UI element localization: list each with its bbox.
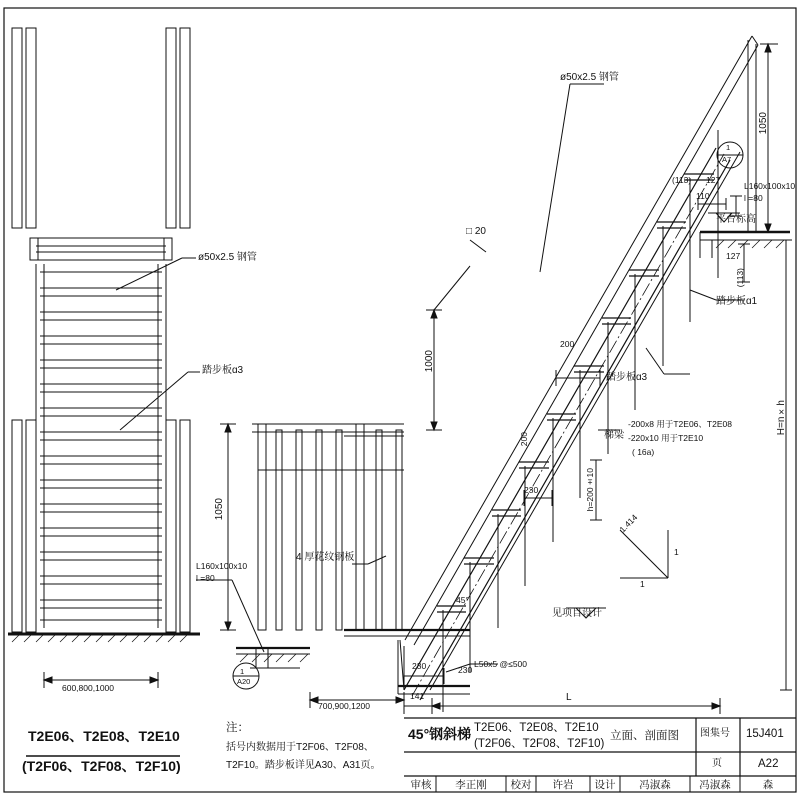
main-title-angle: 45°钢斜梯 <box>408 726 472 742</box>
annotation-weld-note: L50x5 @≤500 <box>474 659 527 669</box>
annotation-plate: 4 厚花纹钢板 <box>296 552 355 563</box>
dim-1050-left: 1050 <box>214 498 225 521</box>
annotation-platform-elevation: 平台标高 <box>716 214 756 225</box>
main-title-models-line2: (T2F06、T2F08、T2F10) <box>474 738 605 750</box>
main-title-views: 立面、剖面图 <box>610 730 679 742</box>
annotation-stringer-spec2: -220x10 用于T2E10 <box>628 433 704 443</box>
dim-127-b: 127 <box>726 251 741 261</box>
slope-horizontal: 1 <box>640 579 645 589</box>
dim-1050-right: 1050 <box>758 112 769 135</box>
dim-1000: 1000 <box>424 350 435 373</box>
annotation-project-note: 见项目设计 <box>552 608 602 619</box>
signature-extra-1: 森 <box>762 778 774 791</box>
angle-45: 45° <box>456 595 469 605</box>
annotation-angle-right: L160x100x10 <box>744 181 796 191</box>
dim-230-bottom: 230 <box>458 665 473 675</box>
signature-name-0: 李正刚 <box>455 778 487 791</box>
detail-bubble-1-bot: A7 <box>722 155 732 164</box>
annotation-pipe-top: ø50x2.5 钢管 <box>560 72 619 83</box>
dim-h-label: 200 <box>519 432 529 447</box>
signature-name-1: 许岩 <box>552 778 574 791</box>
annotation-stringer-spec1: -200x8 用于T2E06、T2E08 <box>628 419 732 429</box>
dim-base-mid: 700,900,1200 <box>318 701 370 711</box>
signature-role-0: 审核 <box>410 778 432 791</box>
dim-riser: h=200±10 <box>585 468 595 512</box>
signature-name-2: 冯淑森 <box>639 778 671 791</box>
annotation-stringer-label: 梯梁 <box>604 430 624 441</box>
annotation-stringer-spec3: ( 16a) <box>632 447 655 457</box>
detail-bubble-2-top: 1 <box>240 667 245 676</box>
dim-230-mid: 230 <box>524 485 539 495</box>
dim-127-a: 127 <box>706 175 721 185</box>
main-title-models-line1: T2E06、T2E08、T2E10 <box>474 722 599 734</box>
notes-header: 注： <box>226 722 249 734</box>
slope-vertical: 1 <box>674 547 679 557</box>
left-view-title-line1: T2E06、T2E08、T2E10 <box>28 728 180 744</box>
dim-110: 110 <box>696 191 710 201</box>
slope-hypotenuse: 1.414 <box>617 512 640 535</box>
annotation-angle-left: L160x100x10 <box>196 561 248 571</box>
atlas-number: 15J401 <box>746 728 784 740</box>
left-view-title-line2: (T2F06、T2F08、T2F10) <box>22 758 181 774</box>
annotation-pipe-left: ø50x2.5 钢管 <box>198 252 257 263</box>
detail-bubble-1-top: 1 <box>726 143 731 152</box>
detail-bubble-2-bot: A20 <box>237 677 251 686</box>
dim-base-left: 600,800,1000 <box>62 683 114 693</box>
dim-230-bottom-2: 230 <box>412 661 427 671</box>
signature-role-2: 设计 <box>594 778 616 791</box>
annotation-tread-a3: 踏步板ɑ3 <box>606 372 648 383</box>
notes-line1: 括号内数据用于T2F06、T2F08、 <box>226 742 374 753</box>
dim-141: 141 <box>410 691 425 701</box>
page-number: A22 <box>758 758 779 770</box>
annotation-square-tube: □ 20 <box>466 226 486 237</box>
dim-113-a: (113) <box>672 175 692 185</box>
atlas-number-label: 图集号 <box>700 728 730 739</box>
dim-total-height: H=n×h <box>776 400 787 436</box>
notes-line2: T2F10。踏步板详见A30、A31页。 <box>226 760 381 771</box>
dim-200: 200 <box>560 339 575 349</box>
dim-113-b: (113) <box>735 268 745 288</box>
annotation-angle-left-length: l =80 <box>196 573 215 583</box>
signature-extra-0: 冯淑森 <box>699 778 731 791</box>
signature-role-1: 校对 <box>510 778 532 791</box>
annotation-tread-left: 踏步板ɑ3 <box>202 365 244 376</box>
annotation-angle-right-length: l =80 <box>744 193 763 203</box>
dim-L: L <box>566 692 572 703</box>
page-label: 页 <box>712 758 722 769</box>
annotation-tread-a1: 踏步板ɑ1 <box>716 296 758 307</box>
